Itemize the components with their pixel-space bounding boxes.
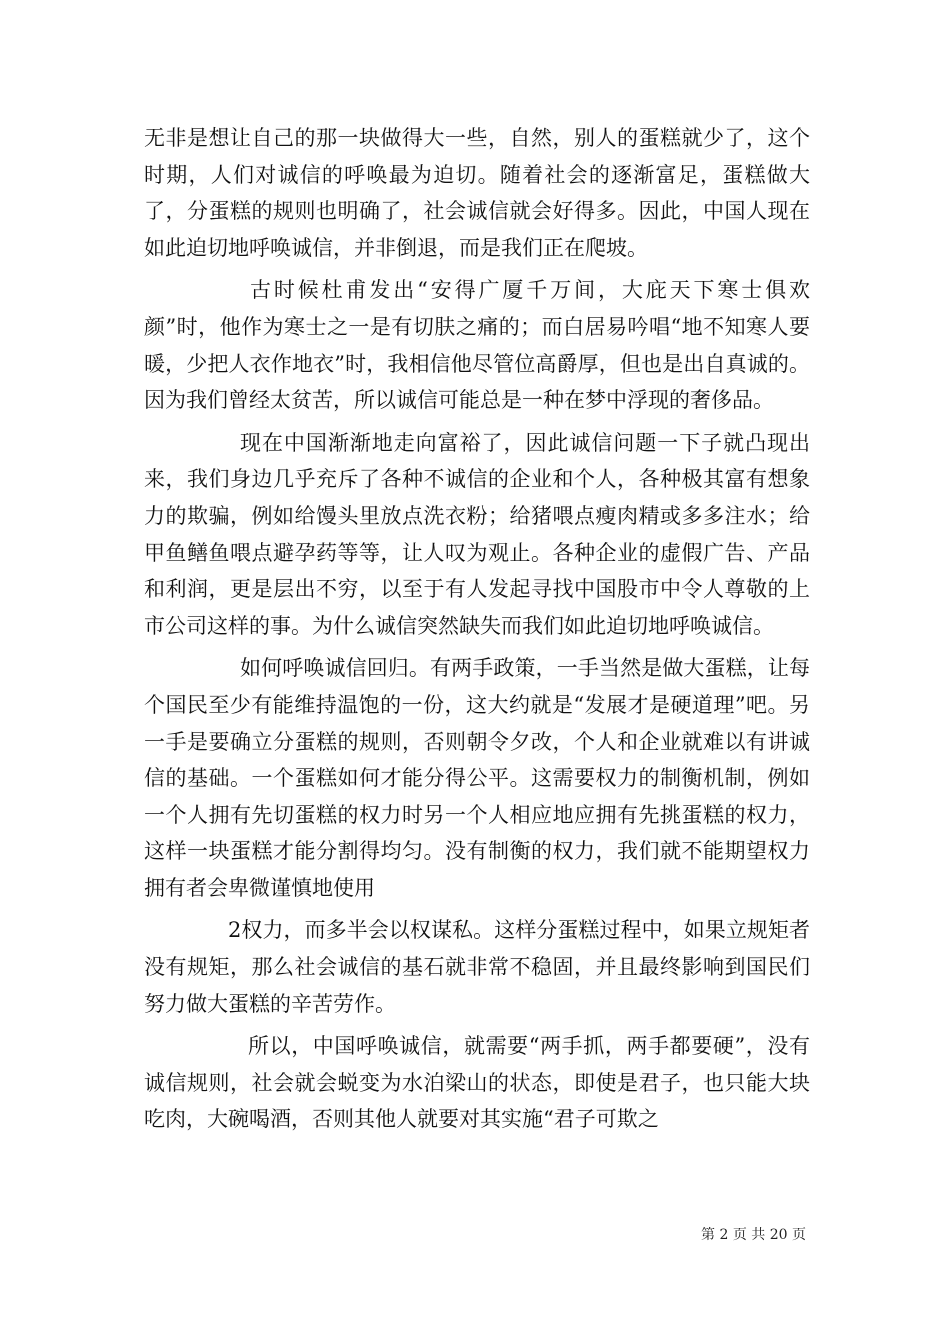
page-number-footer: 第 2 页 共 20 页 [701,1227,806,1243]
paragraph-6: 所以，中国呼唤诚信，就需要“两手抓，两手都要硬”，没有诚信规则，社会就会蜕变为水泊梁山的状态，即使是君子，也只能大块吃肉，大碗喝酒，否则其他人就要对其实施“君子可欺之 [144,1034,810,1132]
paragraph-3: 现在中国渐渐地走向富裕了，因此诚信问题一下子就凸现出来，我们身边几乎充斥了各种不诚信的企业和个人，各种极其富有想象力的欺骗，例如给馒头里放点洗衣粉；给猪喂点瘦肉精或多多注水；给甲鱼鳝鱼喂点避孕药等等，让人叹为观止。各种企业的虚假广告、产品和利润，更是层出不穷，以至于有人发起寻找中国股市中令人尊敬的上市公司这样的事。为什么诚信突然缺失而我们如此迫切地呼唤诚信。 [144,430,810,638]
paragraph-5: 2权力，而多半会以权谋私。这样分蛋糕过程中，如果立规矩者没有规矩，那么社会诚信的基石就非常不稳固，并且最终影响到国民们努力做大蛋糕的辛苦劳作。 [144,918,810,1016]
paragraph-4: 如何呼唤诚信回归。有两手政策，一手当然是做大蛋糕，让每个国民至少有能维持温饱的一份，这大约就是“发展才是硬道理”吧。另一手是要确立分蛋糕的规则，否则朝令夕改，个人和企业就难以有讲诚信的基础。一个蛋糕如何才能分得公平。这需要权力的制衡机制，例如一个人拥有先切蛋糕的权力时另一个人相应地应拥有先挑蛋糕的权力，这样一块蛋糕才能分割得均匀。没有制衡的权力，我们就不能期望权力拥有者会卑微谨慎地使用 [144,656,810,900]
document-body [144,120,810,1144]
paragraph-1: 无非是想让自己的那一块做得大一些，自然，别人的蛋糕就少了，这个时期，人们对诚信的呼唤最为迫切。随着社会的逐渐富足，蛋糕做大了，分蛋糕的规则也明确了，社会诚信就会好得多。因此，中国人现在如此迫切地呼唤诚信，并非倒退，而是我们正在爬坡。 [144,126,810,260]
paragraph-2: 古时候杜甫发出“安得广厦千万间，大庇天下寒士俱欢颜”时，他作为寒士之一是有切肤之痛的；而白居易吟唱“地不知寒人要暖，少把人衣作地衣”时，我相信他尽管位高爵厚，但也是出自真诚的。因为我们曾经太贫苦，所以诚信可能总是一种在梦中浮现的奢侈品。 [144,278,810,413]
